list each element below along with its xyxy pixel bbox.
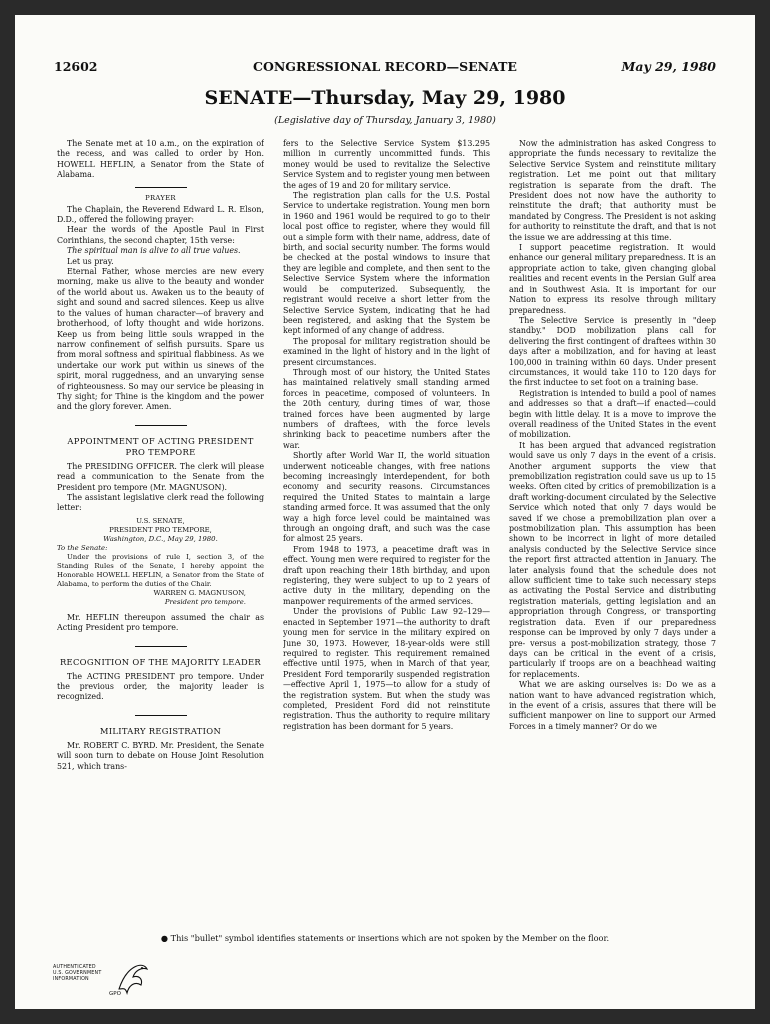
paragraph: The Selective Service is presently in "deep standby." DOD mobilization plans call for delivering the first contingent of draftees within 30 days after a mobilization, and for having at least 100,000 in training within 60 days. Under present circumstances, it would take 110 to 120 days for the first inductee to set foot on a training base. — [509, 315, 716, 388]
paragraph: The registration plan calls for the U.S. Postal Service to undertake registration. Young men born in 1960 and 1961 would be required to go to their local post office to register, where they would fill out a simple form with their name, address, date of birth, and social security number. The forms would be checked at the postal windows to insure that they are legible and complete, and then sent to the Selective Service System where the information would be computerized. Subsequently, the registrant would receive a short letter from the Selective Service System, indicating that he had been registered, and asking that the System be kept informed of any change of address. — [283, 191, 490, 336]
divider — [135, 646, 187, 647]
paragraph: The assistant legislative clerk read the following letter: — [57, 492, 264, 513]
letter-signer: WARREN G. MAGNUSON, — [153, 588, 246, 597]
paragraph: Shortly after World War II, the world situation underwent noticeable changes, with free nations becoming increasingly interdependent, for both economy and security reasons. Circumstances required the United States to maintain a large standing armed force. It was assumed that the only way a high force level could be maintained was through an ongoing draft, and such was the case for almost 25 years. — [283, 451, 490, 544]
letter-office: PRESIDENT PRO TEMPORE, — [109, 525, 212, 534]
letter-signer-title: President pro tempore. — [164, 597, 246, 606]
gpo-authentication-stamp — [53, 959, 163, 1003]
section-heading-recognition: RECOGNITION OF THE MAJORITY LEADER — [59, 656, 262, 667]
issue-date: May 29, 1980 — [621, 59, 716, 74]
paragraph: The Chaplain, the Reverend Edward L. R. Elson, D.D., offered the following prayer: — [57, 204, 264, 225]
letter-salutation: To the Senate: — [57, 543, 108, 552]
stamp-line: AUTHENTICATED — [53, 965, 96, 970]
paragraph: fers to the Selective Service System $13.295 million in currently uncommitted funds. This money would be used to revitalize the Selective Service System and to register young men between the ages of 19 and 20 for military service. — [283, 139, 490, 190]
divider — [135, 715, 187, 716]
running-header — [54, 59, 716, 77]
divider — [135, 425, 187, 426]
section-heading-prayer: PRAYER — [145, 193, 176, 202]
paragraph: Under the provisions of Public Law 92–129—enacted in September 1971—the authority to draft young men for service in the military expired on June 30, 1973. However, 18-year-olds were still required to register. This requirement remained effective until 1975, when in March of that year, President Ford temporarily suspended registration—effective April 1, 1975—to allow for a study of the registration system. But when the study was completed, President Ford did not reinstitute registration. Thus the authority to require military registration has been dormant for 5 years. — [283, 607, 490, 731]
paragraph: It has been argued that advanced registration would save us only 7 days in the event of a crisis. Another argument supports the view that premobilization registration could save us up to 15 weeks. Often cited by critics of premobilization is a draft working-document circulated by the Selective Service which noted that only 7 days would be saved if we chose a premobilization plan over a postmobilization plan. This assumption has been shown to be incorrect in light of more detailed analysis conducted by the Selective Service since the report first attracted attention in January. The later analysis found that the schedule does not allow sufficient time to take such necessary steps as activating the Postal Service and distributing registration materials, getting legislation and an appropriation through Congress, or transporting registration data. Even if our preparedness response can be improved by only 7 days under a pre- versus a post-mobilization strategy, those 7 days can be critical in the event of a crisis, particularly if troops are on a beachhead waiting for replacements. — [509, 440, 716, 679]
paragraph: Let us pray. — [67, 256, 114, 266]
letter-body: Under the provisions of rule I, section 3, of the Standing Rules of the Senate, I hereby appoint the Honorable HOWELL HEFLIN, a Senator from the State of Alabama, to perform the duties of the Chair. — [57, 552, 264, 588]
paragraph: What we are asking ourselves is: Do we as a nation want to have advanced registration which, in the event of a crisis, assures that there will be sufficient manpower on line to support our Armed Forces in a timely manner? Or do we — [509, 680, 716, 731]
page-number: 12602 — [54, 59, 98, 74]
page-title: SENATE—Thursday, May 29, 1980 — [204, 87, 566, 109]
section-heading-military: MILITARY REGISTRATION — [99, 725, 222, 736]
prayer-text: Eternal Father, whose mercies are new every morning, make us alive to the beauty and wonder of the world about us. Awaken us to the beauty of sight and sound and sacred silences. Keep us alive to the values of human character—of bravery and brotherhood, of lofty thought and wide horizons. Keep us from being little souls wrapped in the narrow confinement of selfish pursuits. Spare us from moral softness and spiritual flabbiness. As we undertake our work put within us sinews of the spirit, moral ruggedness, and an unvarying sense of righteousness. So may our service be pleasing in Thy sight; for Thine is the kingdom and the power and the glory forever. Amen. — [57, 267, 264, 412]
legislative-day: (Legislative day of Thursday, January 3, 1980) — [274, 115, 496, 126]
paragraph: From 1948 to 1973, a peacetime draft was in effect. Young men were required to register for the draft upon reaching their 18th birthday, and upon registering, they were subject to up to 2 years of active duty in the military, depending on the manpower requirements of the armed services. — [283, 544, 490, 606]
paragraph: The ACTING PRESIDENT pro tempore. Under the previous order, the majority leader is recognized. — [57, 671, 264, 702]
paragraph: The PRESIDING OFFICER. The clerk will please read a communication to the Senate from the President pro tempore (Mr. MAGNUSON). — [57, 461, 264, 492]
stamp-gpo: GPO — [109, 991, 121, 997]
letter-org: U.S. SENATE, — [136, 516, 185, 525]
paragraph: Mr. ROBERT C. BYRD. Mr. President, the Senate will soon turn to debate on House Joint Resolution 521, which trans- — [57, 740, 264, 771]
paragraph: Registration is intended to build a pool of names and addresses so that a draft—if enacted—could begin with little delay. It is a move to improve the overall readiness of the United States in the event of mobilization. — [509, 388, 716, 440]
publication-title: CONGRESSIONAL RECORD—SENATE — [253, 59, 517, 74]
column-1 — [57, 139, 264, 931]
column-2 — [283, 139, 490, 931]
stamp-line: INFORMATION — [53, 977, 89, 982]
scripture-quote: The spiritual man is alive to all true values. — [67, 246, 241, 256]
stamp-line: U.S. GOVERNMENT — [53, 971, 102, 976]
bullet-footnote: ● This "bullet" symbol identifies statements or insertions which are not spoken by the Member on the floor. — [160, 933, 610, 943]
paragraph: Mr. HEFLIN thereupon assumed the chair as Acting President pro tempore. — [57, 612, 264, 633]
paragraph: I support peacetime registration. It would enhance our general military preparedness. It is an appropriate action to take, given changing global realities and recent events in the Persian Gulf area and in Southwest Asia. It is important for our Nation to express its resolve through military preparedness. — [509, 243, 716, 315]
paragraph: Hear the words of the Apostle Paul in First Corinthians, the second chapter, 15th verse: — [57, 225, 264, 245]
column-3 — [509, 139, 716, 931]
paragraph: The Senate met at 10 a.m., on the expiration of the recess, and was called to order by Hon. HOWELL HEFLIN, a Senator from the State of Alabama. — [57, 139, 264, 180]
letter-place: Washington, D.C., May 29, 1980. — [103, 534, 218, 543]
divider — [135, 187, 187, 188]
document-page — [15, 15, 755, 1009]
paragraph: The proposal for military registration should be examined in the light of history and in the light of present circumstances. — [283, 336, 490, 367]
paragraph: Now the administration has asked Congress to appropriate the funds necessary to revitalize the Selective Service System and reinstitute military registration. Let me point out that military registration is separate from the draft. The President does not now have the authority to reinstitute the draft; that authority must be mandated by Congress. The President is not asking for authority to reinstitute the draft, and that is not the issue we are addressing at this time. — [509, 139, 716, 242]
paragraph: Through most of our history, the United States has maintained relatively small standing armed forces in peacetime, composed of volunteers. In the 20th century, during times of war, those trained forces have been augmented by large numbers of draftees, with the force levels shrinking back to peacetime numbers after the war. — [283, 367, 490, 450]
section-heading-appointment: APPOINTMENT OF ACTING PRESIDENT PRO TEMPORE — [67, 435, 254, 457]
